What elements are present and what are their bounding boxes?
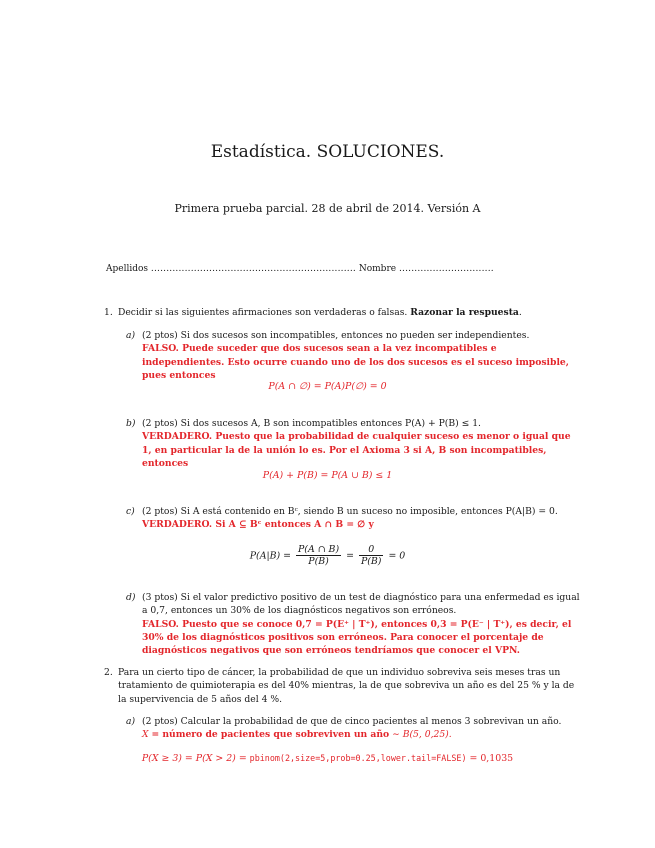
answer-distribution: ∼ B(5, 0,25). [392,729,452,741]
question-2 [104,666,582,706]
question-number: 2. [104,667,113,678]
question-text: Para un cierto tipo de cáncer, la probabilidad de que un individuo sobreviva seis meses tras un tratamiento de quimioterapia es del 40% mientras, la de que sobreviva un año es del 25 % y la de la supervivencia de 5 años del 4 %. [118,667,575,705]
answer-text: = número de pacientes que sobreviven un año [151,729,390,741]
item-text: (2 ptos) Si dos sucesos A, B son incompatibles entonces P(A) + P(B) ≤ 1. [142,418,481,429]
question-1a [126,329,582,382]
page-title: Estadística. SOLUCIONES. [210,142,445,162]
question-emphasis: Razonar la respuesta [410,307,519,318]
formula-2a [0,752,655,766]
item-text: (2 ptos) Calcular la probabilidad de que de cinco pacientes al menos 3 sobrevivan un año. [142,716,562,727]
nombre-label: Nombre [358,264,397,274]
question-text: Decidir si las siguientes afirmaciones son verdaderas o falsas. [118,307,408,318]
item-text: (3 ptos) Si el valor predictivo positivo de un test de diagnóstico para una enfermedad es igual a 0,7, entonces un 30% de los diagnósticos negativos son erróneos. [142,592,580,617]
answer-line [142,728,582,741]
question-1c [126,505,582,532]
question-number: 1. [104,307,113,318]
apellidos-label: Apellidos [106,264,149,274]
fraction-1 [296,544,341,568]
formula-1c [0,544,655,568]
formula-rhs: = 0 [388,550,406,562]
answer-text: VERDADERO. Si A ⊆ Bᶜ entonces A ∩ B = ∅ y [142,519,374,531]
question-1d [126,591,582,658]
answer-text: FALSO. Puesto que se conoce 0,7 = P(E⁺ | T⁺), entonces 0,3 = P(E⁻ | T⁺), es decir, el 30% de los diagnósticos positivos son erróneos. Para conocer el porcentaje de diagnósticos negativos que son erróneos tendríamos que conocer el VPN. [142,618,572,657]
answer-text: FALSO. Puede suceder que dos sucesos sean a la vez incompatibles e independientes. Esto ocurre cuando uno de los dos sucesos es el suceso imposible, pues entonces [142,343,569,382]
fraction-1-numerator: P(A ∩ B) [298,544,340,555]
fraction-2-numerator: 0 [359,544,384,556]
item-label: c) [126,506,135,517]
formula-code: pbinom(2,size=5,prob=0.25,lower.tail=FALSE) [249,753,467,763]
item-label: b) [126,418,136,429]
item-text: (2 ptos) Si dos sucesos son incompatibles, entonces no pueden ser independientes. [142,330,530,341]
apellidos-field: ................................................................... [150,264,356,274]
formula-1a: P(A ∩ ∅) = P(A)P(∅) = 0 [268,381,387,392]
question-end: . [518,307,522,318]
fraction-2-denominator: P(B) [360,556,382,568]
formula-1b: P(A) + P(B) = P(A ∪ B) ≤ 1 [262,470,393,481]
formula-equals: = [346,550,354,562]
answer-variable: X [142,729,149,741]
item-label: d) [126,592,136,603]
question-1b [126,417,582,470]
question-1 [104,306,582,319]
question-2a [126,715,582,742]
fraction-1-denominator: P(B) [308,556,329,568]
item-label: a) [126,330,136,341]
formula-result: = 0,1035 [469,753,514,764]
formula-lhs: P(A|B) = [249,550,292,562]
formula-math: P(X ≥ 3) = P(X > 2) = [141,753,247,764]
fraction-2 [359,544,384,568]
item-text: (2 ptos) Si A está contenido en Bᶜ, siendo B un suceso no imposible, entonces P(A|B) = 0. [142,506,558,517]
name-line [106,263,494,276]
page-subtitle: Primera prueba parcial. 28 de abril de 2014. Versión A [174,202,481,215]
answer-text: VERDADERO. Puesto que la probabilidad de cualquier suceso es menor o igual que 1, en particular la de la unión lo es. Por el Axioma 3 si A, B son incompatibles, entonces [142,431,571,470]
nombre-field: ............................... [398,264,494,274]
item-label: a) [126,716,136,727]
